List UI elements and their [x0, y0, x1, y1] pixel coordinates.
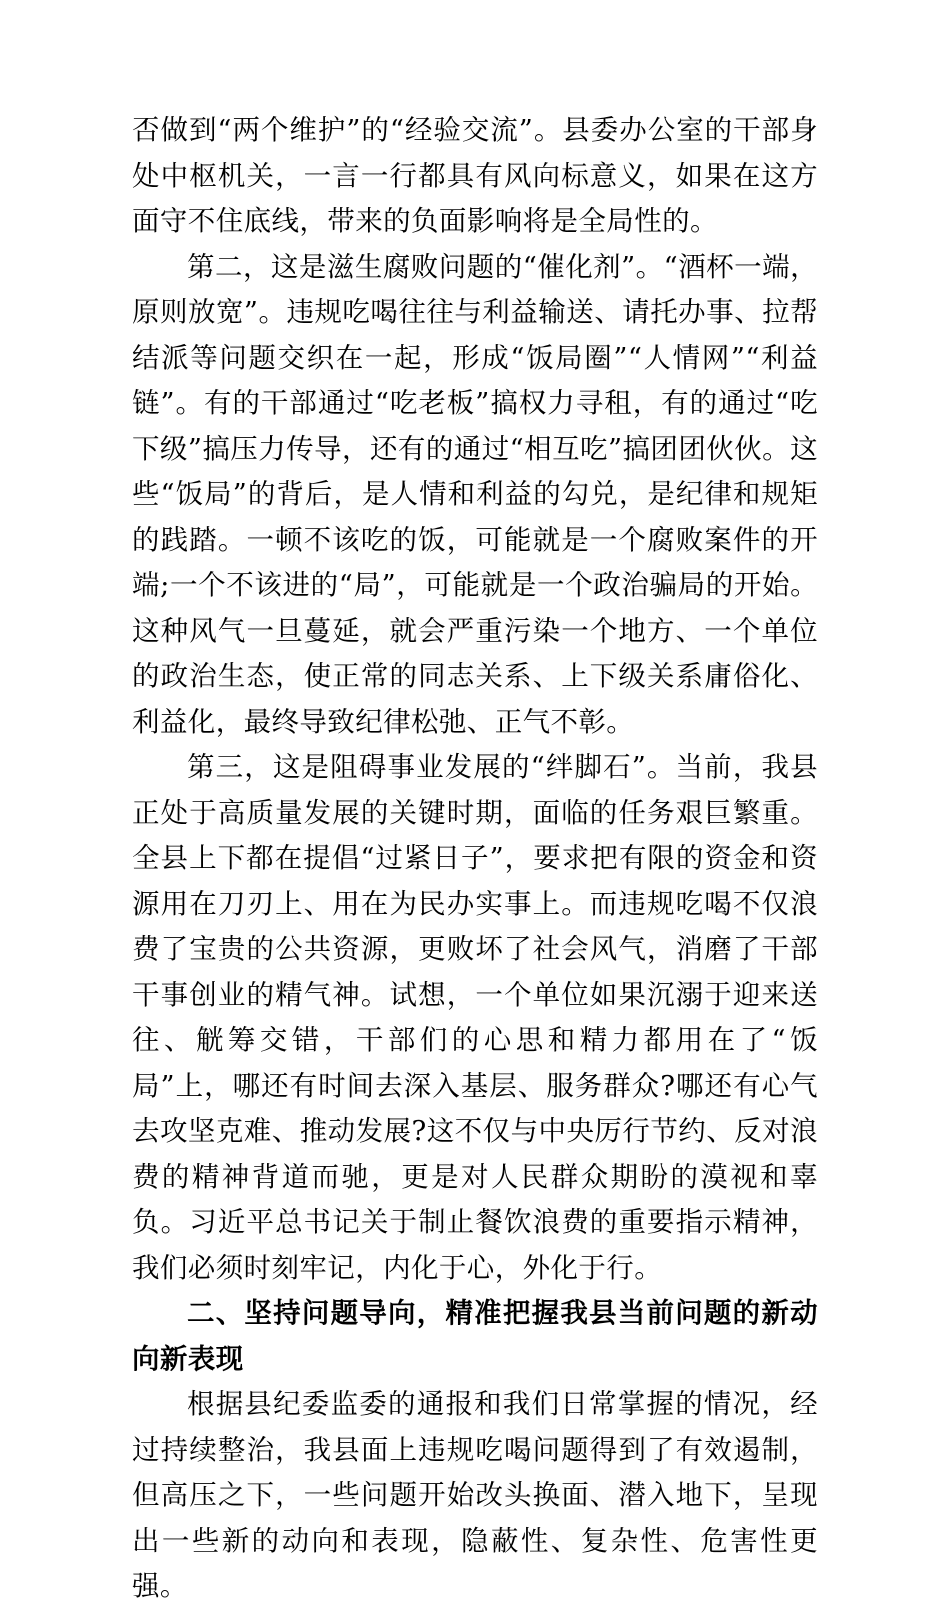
paragraph-point-three: 第三，这是阻碍事业发展的“绊脚石”。当前，我县正处于高质量发展的关键时期，面临的任务艰巨繁重。全县上下都在提倡“过紧日子”，要求把有限的资金和资源用在刀刃上、用在为民办实事上。而违规吃喝不仅浪费了宝贵的公共资源，更败坏了社会风气，消磨了干部干事创业的精气神。试想，一个单位如果沉溺于迎来送往、觥筹交错，干部们的心思和精力都用在了“饭局”上，哪还有时间去深入基层、服务群众?哪还有心气去攻坚克难、推动发展?这不仅与中央厉行节约、反对浪费的精神背道而驰，更是对人民群众期盼的漠视和辜负。习近平总书记关于制止餐饮浪费的重要指示精神，我们必须时刻牢记，内化于心，外化于行。	[132, 751, 818, 1284]
paragraph-section-two-intro: 根据县纪委监委的通报和我们日常掌握的情况，经过持续整治，我县面上违规吃喝问题得到了有效遏制，但高压之下，一些问题开始改头换面、潜入地下，呈现出一些新的动向和表现，隐蔽性、复杂性、危害性更强。	[132, 1388, 818, 1602]
paragraph-point-two: 第二，这是滋生腐败问题的“催化剂”。“酒杯一端，原则放宽”。违规吃喝往往与利益输送、请托办事、拉帮结派等问题交织在一起，形成“饭局圈”“人情网”“利益链”。有的干部通过“吃老板”搞权力寻租，有的通过“吃下级”搞压力传导，还有的通过“相互吃”搞团团伙伙。这些“饭局”的背后，是人情和利益的勾兑，是纪律和规矩的践踏。一顿不该吃的饭，可能就是一个腐败案件的开端;一个不该进的“局”，可能就是一个政治骗局的开始。这种风气一旦蔓延，就会严重污染一个地方、一个单位的政治生态，使正常的同志关系、上下级关系庸俗化、利益化，最终导致纪律松弛、正气不彰。	[132, 250, 818, 738]
paragraph-continued-opening: 否做到“两个维护”的“经验交流”。县委办公室的干部身处中枢机关，一言一行都具有风向标意义，如果在这方面守不住底线，带来的负面影响将是全局性的。	[132, 114, 818, 237]
document-body	[132, 108, 818, 1610]
section-heading-two: 二、坚持问题导向，精准把握我县当前问题的新动向新表现	[132, 1297, 818, 1375]
